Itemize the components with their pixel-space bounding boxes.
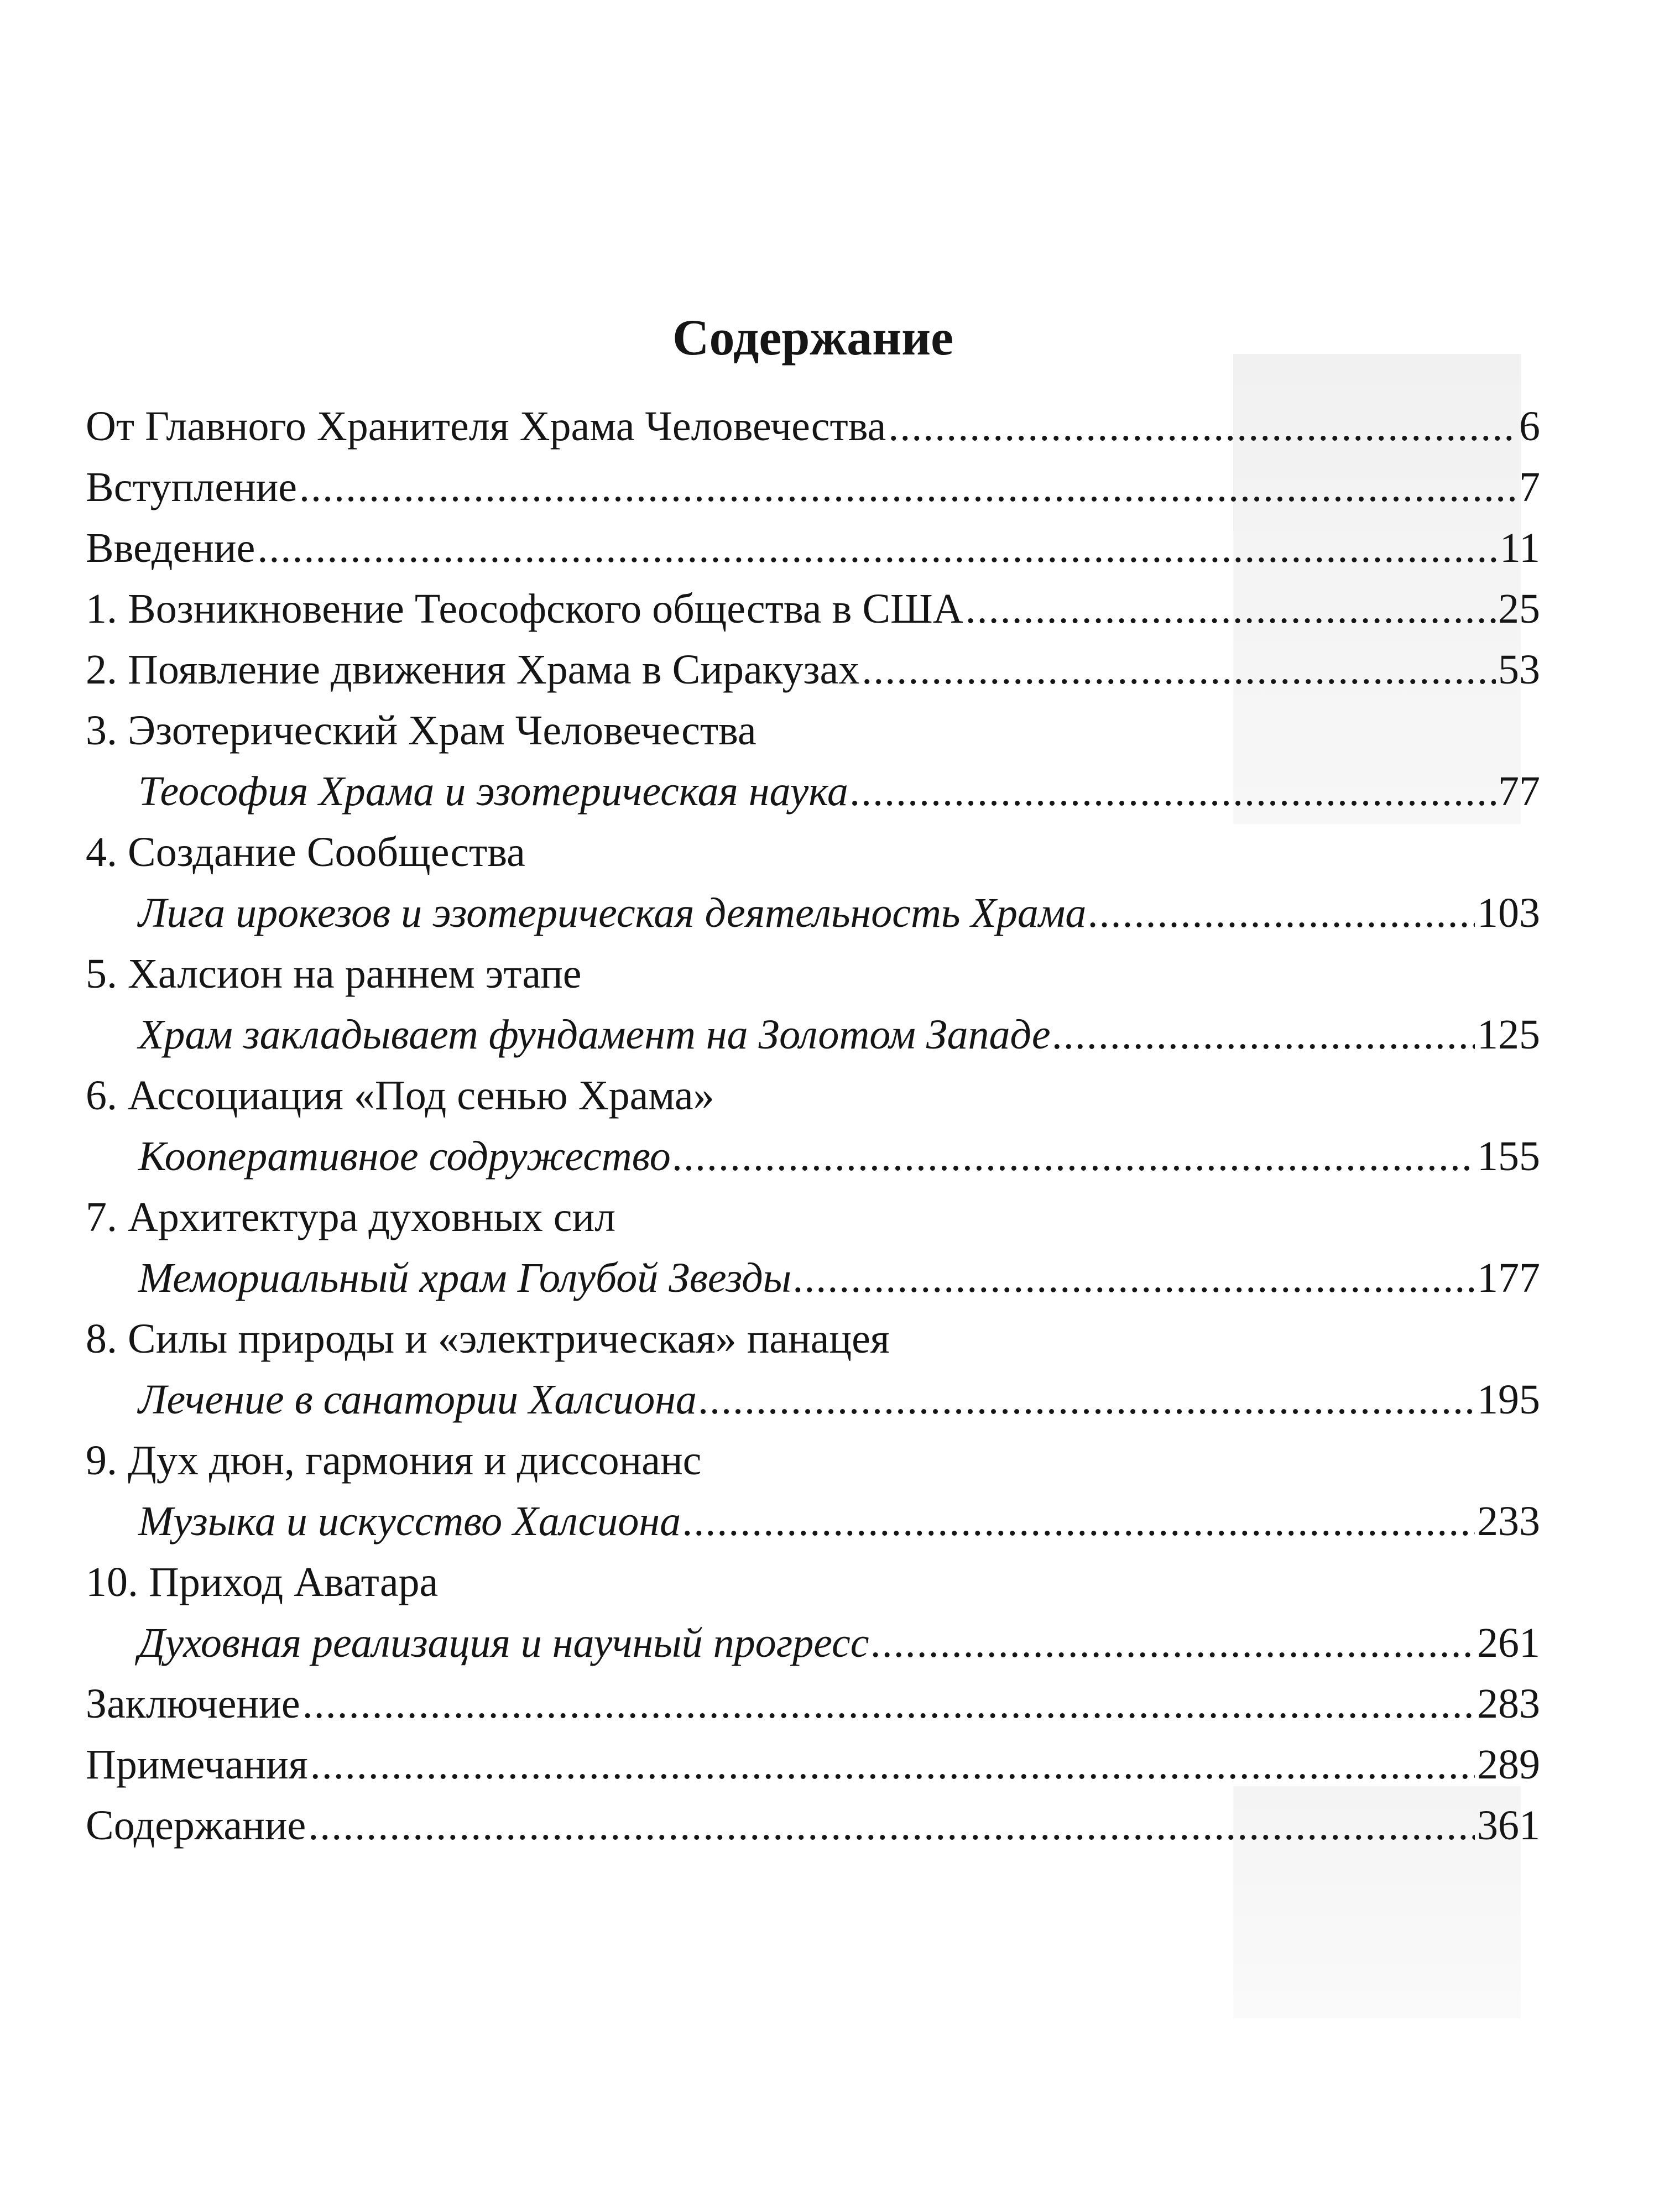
- toc-page-number: 177: [1477, 1255, 1540, 1302]
- toc-entry[interactable]: [86, 1734, 1540, 1795]
- toc-page-number: 195: [1477, 1376, 1540, 1423]
- toc-entry-label: Теософия Храма и эзотерическая наука: [138, 768, 848, 815]
- toc-entry-label: Кооперативное содружество: [138, 1133, 671, 1180]
- toc-chapter-heading: 4. Создание Сообщества: [86, 829, 525, 876]
- toc-entry-label: 2. Появление движения Храма в Сиракузах: [86, 646, 860, 693]
- toc-entry[interactable]: [86, 1491, 1540, 1552]
- toc-chapter-heading: 9. Дух дюн, гармония и диссонанс: [86, 1437, 702, 1484]
- toc-entry-label: Духовная реализация и научный прогресс: [138, 1620, 869, 1667]
- toc-entry[interactable]: [86, 1004, 1540, 1065]
- dot-leader: [794, 1248, 1475, 1308]
- toc-entry[interactable]: [86, 518, 1540, 578]
- toc-page-number: 103: [1477, 890, 1540, 937]
- dot-leader: [673, 1126, 1475, 1187]
- toc-entry-label: Содержание: [86, 1802, 306, 1849]
- toc-entry-label: Вступление: [86, 464, 298, 511]
- toc-entry-label: Введение: [86, 525, 255, 572]
- toc-entry-label: Заключение: [86, 1681, 300, 1728]
- toc-chapter-heading: 7. Архитектура духовных сил: [86, 1194, 616, 1241]
- toc-entry[interactable]: [86, 1248, 1540, 1308]
- toc-entry[interactable]: [86, 1369, 1540, 1430]
- toc-entry-label: Храм закладывает фундамент на Золотом Западе: [138, 1011, 1051, 1058]
- toc-page-number: 125: [1477, 1011, 1540, 1058]
- dot-leader: [1088, 883, 1475, 943]
- table-of-contents: [86, 396, 1540, 1856]
- dot-leader: [888, 396, 1517, 457]
- toc-entry-label: От Главного Хранителя Храма Человечества: [86, 403, 886, 450]
- dot-leader: [299, 457, 1517, 518]
- toc-entry[interactable]: [86, 1613, 1540, 1673]
- toc-chapter-heading: 3. Эзотерический Храм Человечества: [86, 707, 757, 754]
- toc-entry-label: Лечение в санатории Халсиона: [138, 1376, 697, 1423]
- toc-entry-label: Примечания: [86, 1741, 308, 1788]
- toc-entry-label: 1. Возникновение Теософского общества в США: [86, 586, 963, 633]
- toc-chapter-heading: 10. Приход Аватара: [86, 1559, 439, 1606]
- dot-leader: [308, 1795, 1475, 1856]
- dot-leader: [302, 1673, 1475, 1734]
- toc-page-number: 361: [1477, 1802, 1540, 1849]
- dot-leader: [257, 518, 1497, 578]
- dot-leader: [1053, 1004, 1475, 1065]
- toc-chapter-heading: 5. Халсион на раннем этапе: [86, 951, 582, 998]
- dot-leader: [310, 1734, 1475, 1795]
- toc-entry[interactable]: [86, 396, 1540, 457]
- dot-leader: [851, 761, 1496, 822]
- toc-entry-label: Музыка и искусство Халсиона: [138, 1498, 681, 1545]
- toc-page-number: 25: [1498, 586, 1540, 633]
- toc-entry[interactable]: [86, 1673, 1540, 1734]
- toc-page-number: 283: [1477, 1681, 1540, 1728]
- toc-chapter-heading: 8. Силы природы и «электрическая» панацея: [86, 1316, 890, 1363]
- toc-entry[interactable]: [86, 1795, 1540, 1856]
- dot-leader: [872, 1613, 1475, 1673]
- dot-leader: [683, 1491, 1475, 1552]
- dot-leader: [699, 1369, 1475, 1430]
- toc-chapter-heading: 6. Ассоциация «Под сенью Храма»: [86, 1072, 714, 1119]
- toc-page-number: 155: [1477, 1133, 1540, 1180]
- toc-page-number: 11: [1499, 525, 1540, 572]
- toc-page-number: 289: [1477, 1741, 1540, 1788]
- dot-leader: [862, 639, 1496, 700]
- toc-page-number: 7: [1519, 464, 1540, 511]
- toc-page-number: 53: [1498, 646, 1540, 693]
- toc-page: [86, 310, 1540, 1856]
- page-title: Содержание: [672, 309, 953, 366]
- toc-page-number: 6: [1519, 403, 1540, 450]
- dot-leader: [966, 578, 1496, 639]
- toc-page-number: 233: [1477, 1498, 1540, 1545]
- toc-entry-label: Лига ирокезов и эзотерическая деятельность Храма: [138, 890, 1087, 937]
- toc-entry[interactable]: [86, 578, 1540, 639]
- toc-entry[interactable]: [86, 639, 1540, 700]
- toc-entry[interactable]: [86, 457, 1540, 518]
- toc-entry[interactable]: [86, 883, 1540, 943]
- toc-entry[interactable]: [86, 761, 1540, 822]
- toc-entry[interactable]: [86, 1126, 1540, 1187]
- toc-entry-label: Мемориальный храм Голубой Звезды: [138, 1255, 792, 1302]
- toc-page-number: 261: [1477, 1620, 1540, 1667]
- toc-page-number: 77: [1498, 768, 1540, 815]
